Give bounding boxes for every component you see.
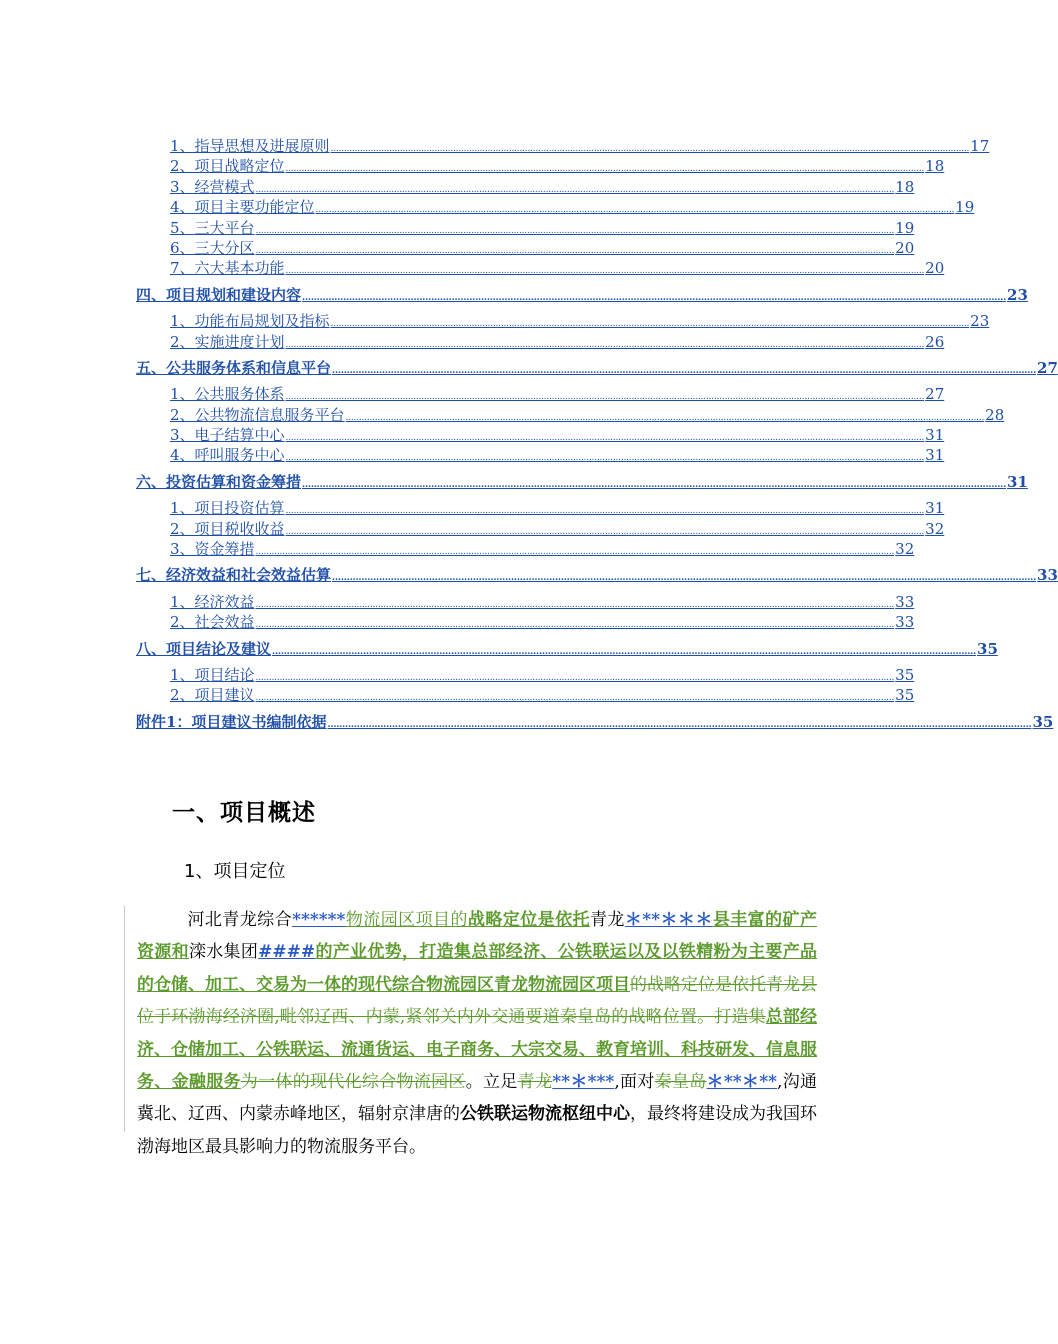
toc-entry-section[interactable] bbox=[136, 384, 945, 404]
toc-entry-title[interactable]: 1、经济效益 bbox=[170, 592, 255, 611]
toc-leader-dots: ................................................................................................................................................................................................................................................ bbox=[285, 339, 925, 350]
toc-entry-title[interactable]: 2、公共物流信息服务平台 bbox=[170, 405, 345, 424]
toc-leader-dots: ................................................................................................................................................................................................................................................ bbox=[285, 433, 925, 444]
inserted-text: 战略定位是依托 bbox=[467, 910, 590, 930]
toc-entry-chapter[interactable] bbox=[136, 285, 1028, 305]
inserted-text: 县丰富的矿产资源和 bbox=[137, 910, 817, 963]
toc-entry-title[interactable]: 3、电子结算中心 bbox=[170, 426, 285, 445]
text-run: ，最终将建设成为我国环渤海地区最具影响力的物流服务平台。 bbox=[137, 1104, 817, 1157]
toc-page-number[interactable]: 33 bbox=[1037, 566, 1058, 585]
toc-page-number[interactable]: 20 bbox=[925, 259, 945, 278]
bold-text: 公铁联运物流枢纽中心 bbox=[460, 1104, 630, 1125]
inserted-text: 总部经济、仓储加工、公铁联运、流通货运、电子商务、大宗交易、教育培训、科技研发、信息服务、金融服务 bbox=[137, 1007, 817, 1093]
toc-entry-chapter[interactable] bbox=[136, 712, 1054, 732]
inserted-placeholder: #### bbox=[258, 942, 316, 963]
toc-entry-section[interactable] bbox=[136, 685, 915, 705]
body-paragraph bbox=[137, 904, 817, 1163]
toc-page-number[interactable]: 35 bbox=[977, 639, 998, 658]
deleted-text: 的战略定位是依托青龙县位于环渤海经济圈,毗邻辽西、内蒙,紧邻关内外交通要道秦皇岛的战略位置。打造集 bbox=[137, 974, 817, 1028]
inserted-placeholder: ＊**＊** bbox=[706, 1072, 778, 1093]
toc-leader-dots: ................................................................................................................................................................................................................................................ bbox=[285, 392, 925, 403]
toc-page-number[interactable]: 27 bbox=[925, 385, 945, 404]
toc-leader-dots: ................................................................................................................................................................................................................................................ bbox=[255, 547, 895, 558]
toc-entry-section[interactable] bbox=[136, 177, 915, 197]
toc-page-number[interactable]: 32 bbox=[925, 519, 945, 538]
toc-leader-dots: ................................................................................................................................................................................................................................................ bbox=[255, 225, 895, 236]
toc-entry-section[interactable] bbox=[136, 218, 915, 238]
toc-entry-section[interactable] bbox=[136, 156, 945, 176]
toc-entry-section[interactable] bbox=[136, 405, 1005, 425]
toc-entry-title[interactable]: 六、投资估算和资金筹措 bbox=[136, 472, 302, 491]
toc-leader-dots: ................................................................................................................................................................................................................................................ bbox=[302, 479, 1007, 490]
toc-page-number[interactable]: 32 bbox=[895, 540, 915, 559]
toc-page-number[interactable]: 35 bbox=[895, 665, 915, 684]
toc-entry-title[interactable]: 1、指导思想及进展原则 bbox=[170, 137, 330, 155]
inserted-text: 物流园区项目的 bbox=[345, 910, 468, 930]
inserted-placeholder: ＊**＊＊＊ bbox=[624, 910, 713, 930]
toc-leader-dots: ................................................................................................................................................................................................................................................ bbox=[330, 319, 970, 330]
toc-leader-dots: ................................................................................................................................................................................................................................................ bbox=[255, 672, 895, 683]
toc-entry-title[interactable]: 5、三大平台 bbox=[170, 218, 255, 237]
toc-leader-dots: ................................................................................................................................................................................................................................................ bbox=[302, 292, 1007, 303]
toc-entry-section[interactable] bbox=[136, 258, 945, 278]
toc-entry-title[interactable]: 1、功能布局规划及指标 bbox=[170, 312, 330, 331]
toc-leader-dots: ................................................................................................................................................................................................................................................ bbox=[272, 646, 977, 657]
toc-entry-title[interactable]: 2、项目战略定位 bbox=[170, 157, 285, 176]
toc-leader-dots: ................................................................................................................................................................................................................................................ bbox=[345, 412, 985, 423]
toc-page-number[interactable]: 28 bbox=[985, 405, 1005, 424]
toc-page-number[interactable]: 18 bbox=[925, 157, 945, 176]
toc-entry-section[interactable] bbox=[136, 332, 945, 352]
toc-page-number[interactable]: 23 bbox=[970, 312, 990, 331]
text-run: 。立足 bbox=[465, 1072, 518, 1093]
table-of-contents bbox=[136, 136, 1058, 738]
toc-leader-dots: ................................................................................................................................................................................................................................................ bbox=[330, 144, 970, 154]
toc-page-number[interactable]: 31 bbox=[925, 446, 945, 465]
toc-entry-section[interactable] bbox=[136, 445, 945, 465]
toc-leader-dots: ................................................................................................................................................................................................................................................ bbox=[255, 245, 895, 256]
toc-leader-dots: ................................................................................................................................................................................................................................................ bbox=[315, 205, 955, 216]
toc-leader-dots: ................................................................................................................................................................................................................................................ bbox=[285, 164, 925, 175]
toc-entry-chapter[interactable] bbox=[136, 565, 1058, 585]
toc-entry-title[interactable]: 2、社会效益 bbox=[170, 613, 255, 632]
toc-entry-section[interactable] bbox=[136, 498, 945, 518]
inserted-placeholder: **＊*** bbox=[552, 1072, 615, 1093]
toc-entry-title[interactable]: 2、项目税收收益 bbox=[170, 519, 285, 538]
toc-page-number[interactable]: 20 bbox=[895, 238, 915, 257]
toc-leader-dots: ................................................................................................................................................................................................................................................ bbox=[332, 365, 1037, 376]
toc-entry-title[interactable]: 2、项目建议 bbox=[170, 686, 255, 705]
inserted-text: 的产业优势，打造集总部经济、公铁联运以及以铁精粉为主要产品的仓储、加工、交易为一体的现代综合物流园区 bbox=[137, 942, 818, 995]
deleted-text: 为一体的现代化综合物流园区 bbox=[240, 1072, 466, 1093]
toc-entry-chapter[interactable] bbox=[136, 358, 1058, 378]
toc-page-number[interactable]: 19 bbox=[955, 198, 975, 217]
toc-entry-title[interactable]: 2、实施进度计划 bbox=[170, 332, 285, 351]
toc-page-number[interactable]: 33 bbox=[895, 613, 915, 632]
toc-entry-section[interactable] bbox=[136, 665, 915, 685]
revision-change-bar bbox=[124, 906, 125, 1132]
toc-entry-title[interactable]: 3、资金筹措 bbox=[170, 540, 255, 559]
toc-page-number[interactable]: 17 bbox=[970, 137, 990, 155]
inserted-text: 青龙物流园区项目 bbox=[494, 974, 630, 995]
toc-leader-dots: ................................................................................................................................................................................................................................................ bbox=[255, 693, 895, 704]
toc-entry-title[interactable]: 3、经营模式 bbox=[170, 177, 255, 196]
deleted-text: 青龙 bbox=[517, 1072, 553, 1093]
toc-leader-dots: ................................................................................................................................................................................................................................................ bbox=[255, 599, 895, 610]
inserted-placeholder: ****** bbox=[292, 910, 346, 930]
toc-leader-dots: ................................................................................................................................................................................................................................................ bbox=[255, 620, 895, 631]
toc-entry-title[interactable]: 6、三大分区 bbox=[170, 238, 255, 257]
toc-page-number[interactable]: 35 bbox=[1032, 712, 1054, 731]
toc-page-number[interactable]: 18 bbox=[895, 177, 915, 196]
text-run: ,面对 bbox=[614, 1072, 655, 1093]
toc-page-number[interactable]: 31 bbox=[1007, 472, 1028, 491]
toc-entry-title[interactable]: 4、项目主要功能定位 bbox=[170, 198, 315, 217]
toc-leader-dots: ................................................................................................................................................................................................................................................ bbox=[285, 266, 925, 277]
toc-entry-section[interactable] bbox=[136, 519, 945, 539]
toc-page-number[interactable]: 19 bbox=[895, 218, 915, 237]
toc-leader-dots: ................................................................................................................................................................................................................................................ bbox=[285, 506, 925, 517]
toc-page-number[interactable]: 35 bbox=[895, 686, 915, 705]
toc-leader-dots: ................................................................................................................................................................................................................................................ bbox=[285, 453, 925, 464]
toc-entry-title[interactable]: 附件1：项目建议书编制依据 bbox=[136, 712, 327, 731]
toc-entry-section[interactable] bbox=[136, 539, 915, 559]
section-heading: 一、项目概述 bbox=[172, 800, 316, 826]
toc-entry-title[interactable]: 7、六大基本功能 bbox=[170, 259, 285, 278]
toc-entry-title[interactable]: 4、呼叫服务中心 bbox=[170, 446, 285, 465]
text-run: 河北青龙综合 bbox=[187, 910, 293, 930]
toc-entry-section[interactable] bbox=[136, 612, 915, 632]
toc-leader-dots: ................................................................................................................................................................................................................................................ bbox=[327, 719, 1032, 730]
toc-leader-dots: ................................................................................................................................................................................................................................................ bbox=[255, 184, 895, 195]
toc-entry-section[interactable] bbox=[136, 311, 990, 331]
toc-leader-dots: ................................................................................................................................................................................................................................................ bbox=[332, 573, 1037, 584]
toc-entry-title[interactable]: 1、公共服务体系 bbox=[170, 385, 285, 404]
text-run: ,沟通冀北、辽西、内蒙赤峰地区，辐射京津唐的 bbox=[137, 1072, 818, 1125]
toc-entry-section[interactable] bbox=[136, 197, 975, 217]
toc-page-number[interactable]: 27 bbox=[1037, 358, 1058, 377]
toc-entry-title[interactable]: 四、项目规划和建设内容 bbox=[136, 285, 302, 304]
toc-entry-title[interactable]: 七、经济效益和社会效益估算 bbox=[136, 566, 332, 585]
toc-page-number[interactable]: 31 bbox=[925, 426, 945, 445]
subsection-heading: 1、项目定位 bbox=[184, 861, 286, 882]
toc-page-number[interactable]: 26 bbox=[925, 332, 945, 351]
text-run: 青龙 bbox=[589, 910, 625, 930]
toc-entry-title[interactable]: 1、项目结论 bbox=[170, 665, 255, 684]
deleted-text: 秦皇岛 bbox=[654, 1072, 707, 1093]
toc-entry-section[interactable] bbox=[136, 136, 990, 156]
toc-entry-title[interactable]: 五、公共服务体系和信息平台 bbox=[136, 358, 332, 377]
toc-leader-dots: ................................................................................................................................................................................................................................................ bbox=[285, 526, 925, 537]
toc-page-number[interactable]: 31 bbox=[925, 499, 945, 518]
toc-entry-title[interactable]: 1、项目投资估算 bbox=[170, 499, 285, 518]
toc-page-number[interactable]: 23 bbox=[1007, 285, 1028, 304]
toc-entry-chapter[interactable] bbox=[136, 472, 1028, 492]
toc-page-number[interactable]: 33 bbox=[895, 592, 915, 611]
toc-entry-section[interactable] bbox=[136, 425, 945, 445]
toc-entry-title[interactable]: 八、项目结论及建议 bbox=[136, 639, 272, 658]
toc-entry-section[interactable] bbox=[136, 592, 915, 612]
toc-entry-chapter[interactable] bbox=[136, 639, 998, 659]
toc-entry-section[interactable] bbox=[136, 238, 915, 258]
text-run: 滦水集团 bbox=[188, 942, 259, 963]
